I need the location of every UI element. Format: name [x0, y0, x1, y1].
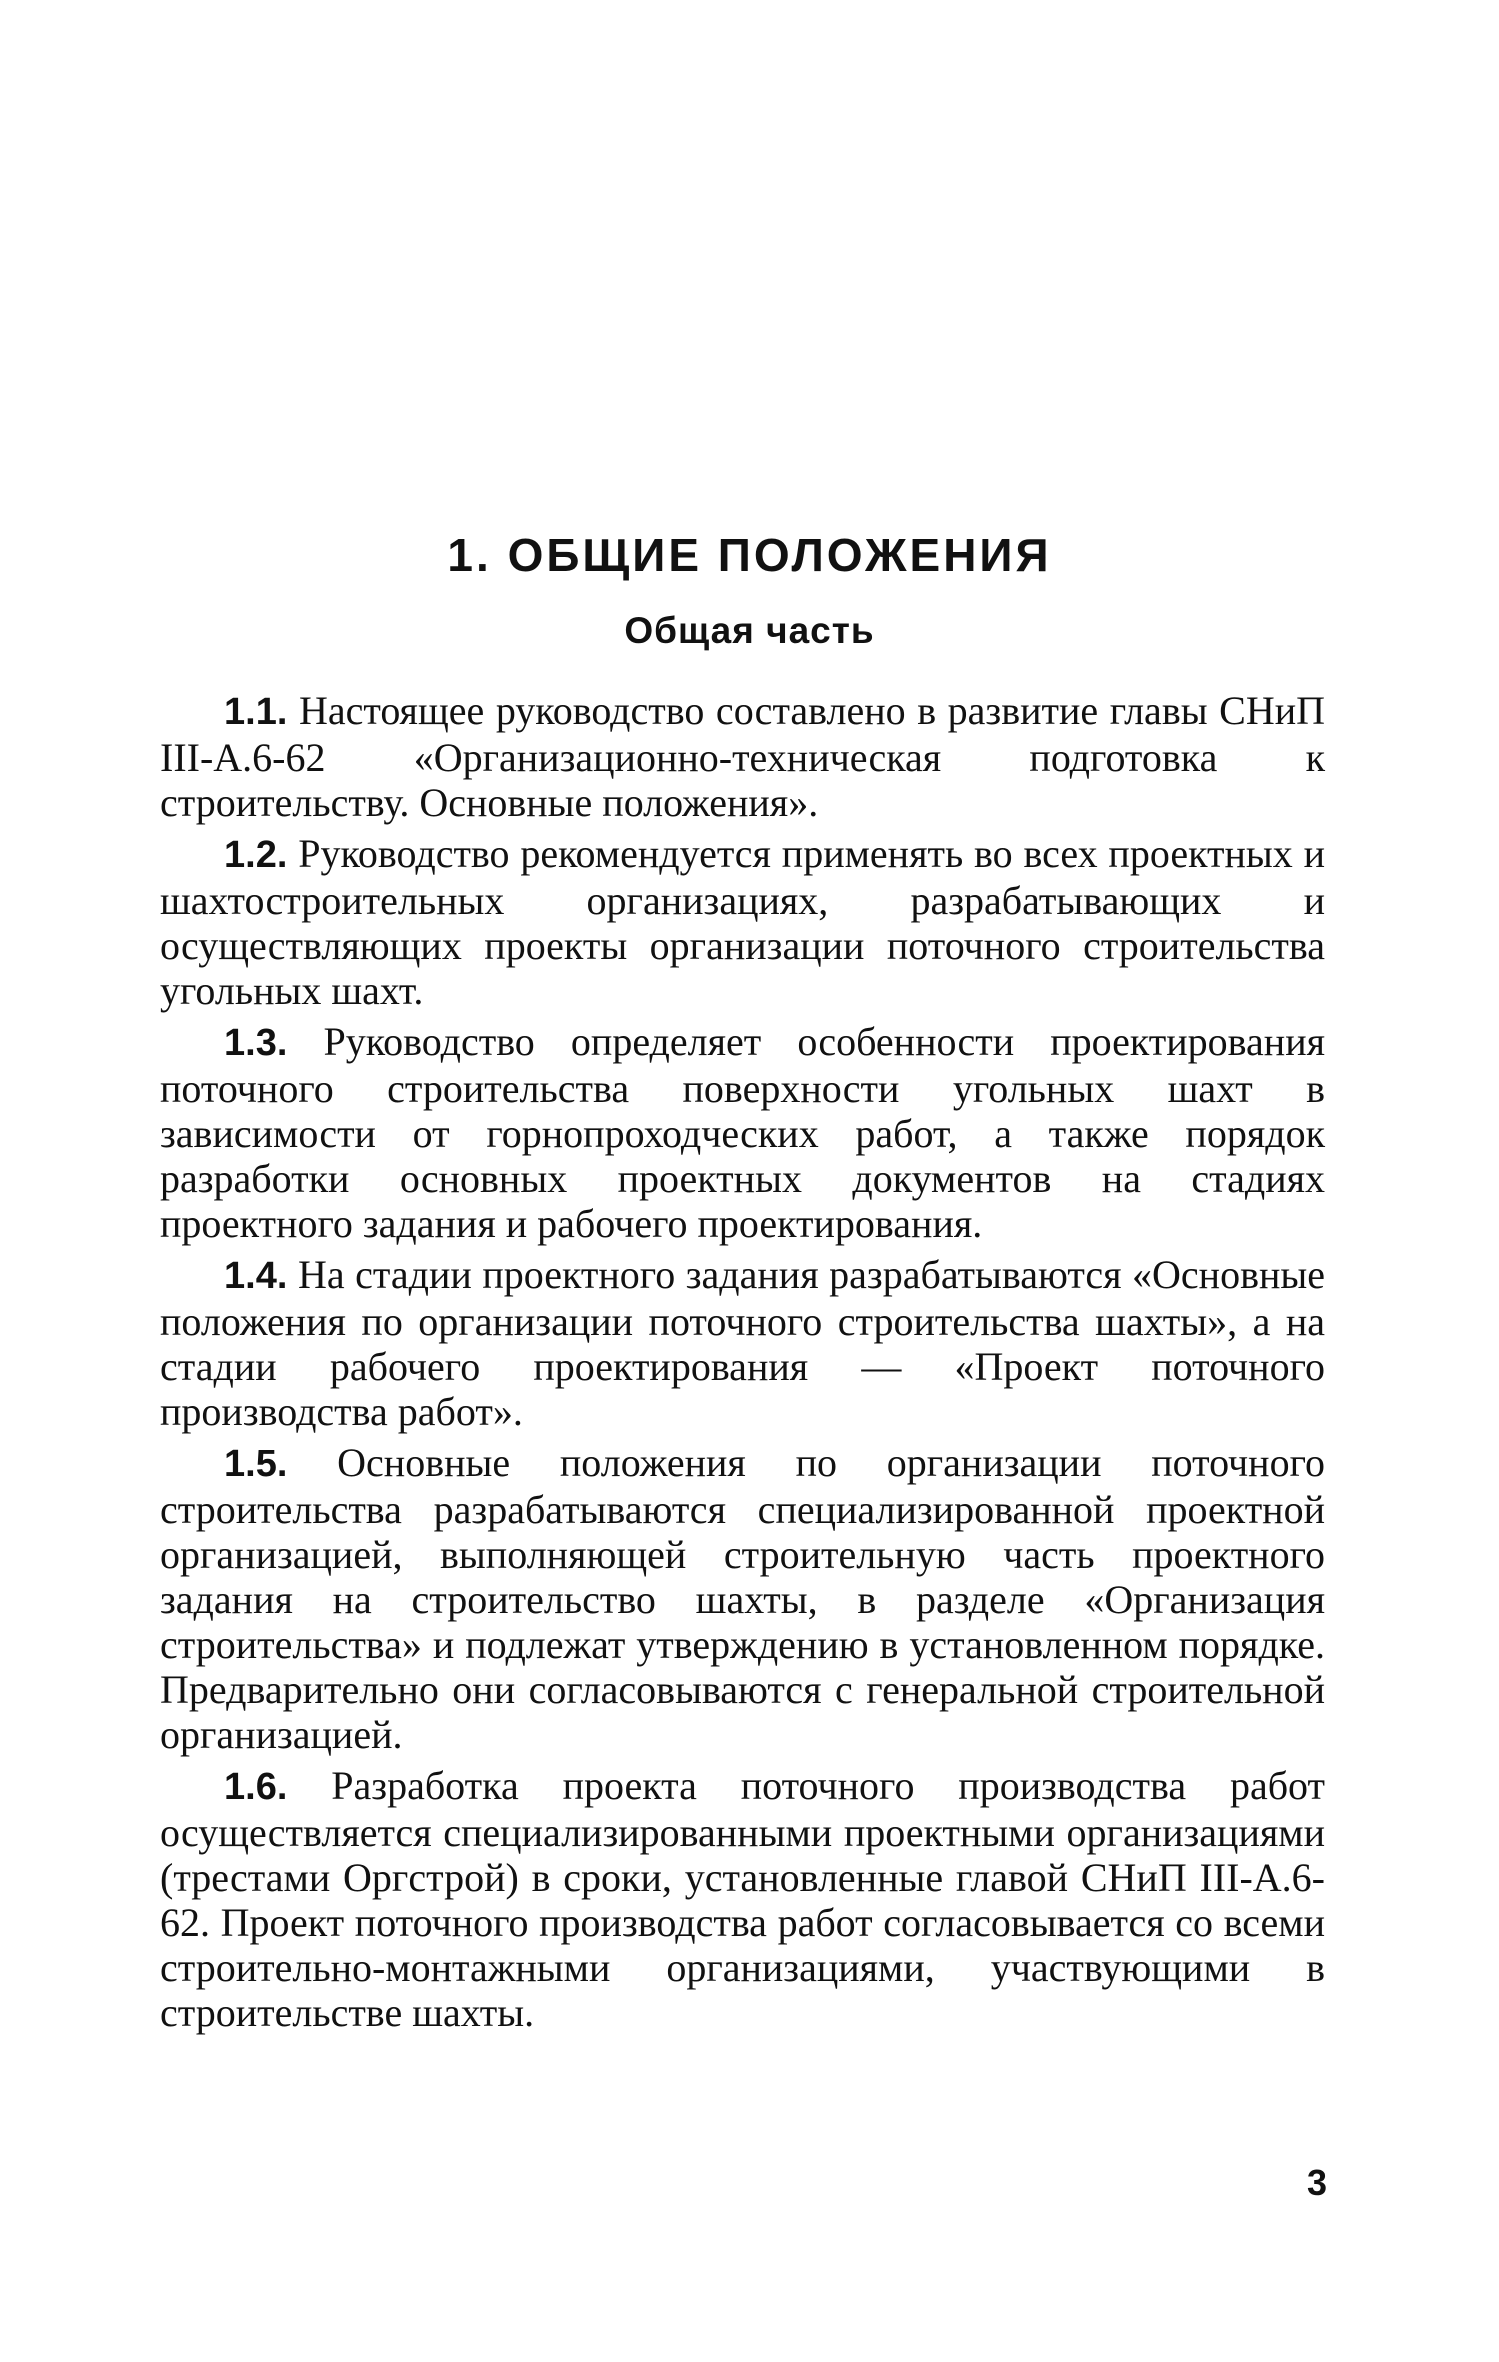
document-body [160, 688, 1325, 2041]
paragraph-text: Руководство рекомендуется применять во всех проектных и шахтостроительных организациях, разрабатывающих и осуществляющих проекты организации поточного строительства угольных шахт. [160, 831, 1325, 1013]
paragraph-text: На стадии проектного задания разрабатываются «Основные положения по организации поточного строительства шахты», а на стадии рабочего проектирования — «Проект поточного производства работ». [160, 1252, 1326, 1434]
paragraph-number: 1.5. [224, 1443, 288, 1485]
paragraph-text: Настоящее руководство составлено в развитие главы СНиП III-А.6-62 «Организационно-техническая подготовка к строительству. Основные положения». [160, 688, 1326, 825]
paragraph-number: 1.1. [224, 691, 288, 733]
section-subheading: Общая часть [624, 610, 875, 651]
paragraph-1-6 [160, 1763, 1325, 2035]
page-number: 3 [1306, 2162, 1327, 2203]
paragraph-text: Руководство определяет особенности проектирования поточного строительства поверхности угольных шахт в зависимости от горнопроходческих работ, а также порядок разработки основных проектных документов на стадиях проектного задания и рабочего проектирования. [160, 1019, 1325, 1246]
paragraph-1-3 [160, 1019, 1325, 1246]
paragraph-number: 1.6. [224, 1766, 288, 1808]
paragraph-text: Основные положения по организации поточного строительства разрабатываются специализированной проектной организацией, выполняющей строительную часть проектного задания на строительство шахты, в разделе «Организация строительства» и подлежат утверждению в установленном порядке. Предварительно они согласовываются с генеральной строительной организацией. [160, 1440, 1325, 1757]
paragraph-text: Разработка проекта поточного производства работ осуществляется специализированными проектными организациями (трестами Оргстрой) в сроки, установленные главой СНиП III-А.6-62. Проект поточного производства работ согласовывается со всеми строительно-монтажными организациями, участвующими в строительстве шахты. [160, 1763, 1326, 2035]
paragraph-1-1 [160, 688, 1325, 825]
section-heading: 1. ОБЩИЕ ПОЛОЖЕНИЯ [447, 529, 1052, 581]
paragraph-number: 1.4. [224, 1255, 288, 1297]
paragraph-1-2 [160, 831, 1325, 1013]
paragraph-number: 1.3. [224, 1022, 288, 1064]
paragraph-1-4 [160, 1252, 1325, 1434]
paragraph-1-5 [160, 1440, 1325, 1757]
paragraph-number: 1.2. [224, 834, 288, 876]
